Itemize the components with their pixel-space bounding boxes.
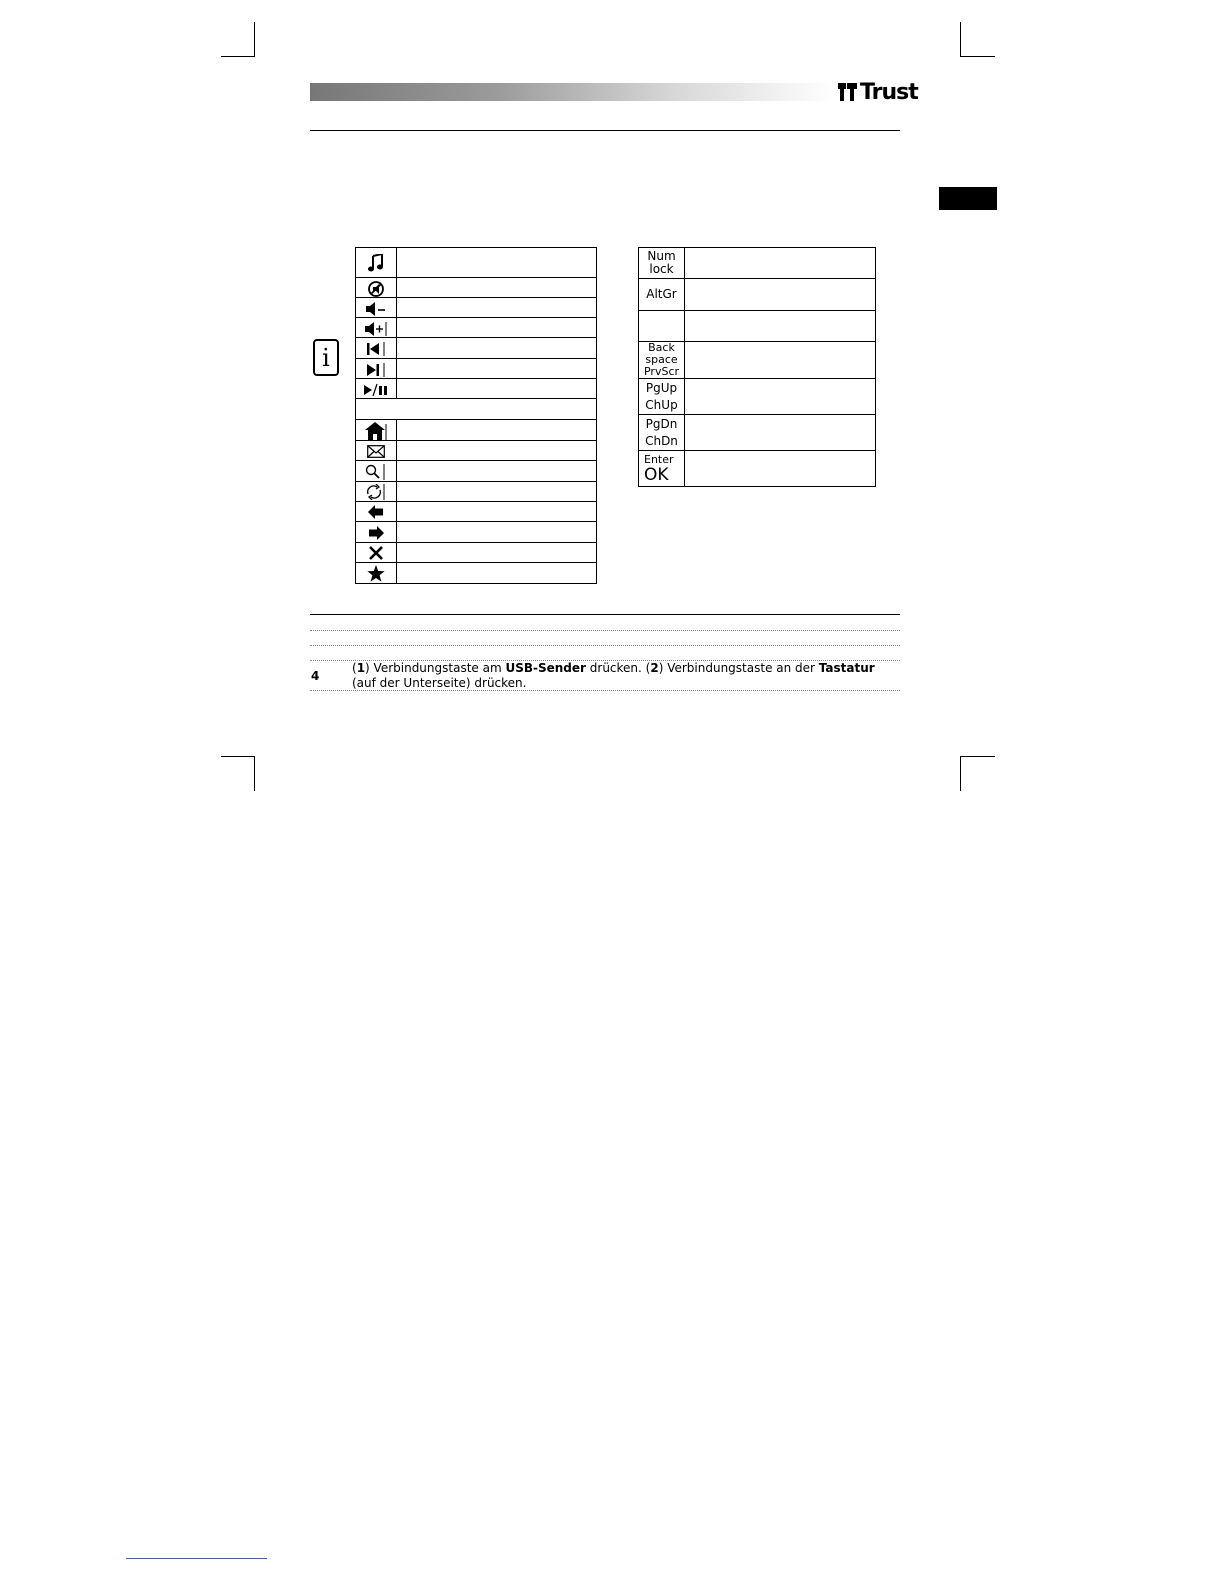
key-row: [639, 415, 876, 451]
back-arrow-icon: [368, 505, 384, 519]
key-cell: [356, 420, 397, 441]
info-icon: i: [313, 339, 339, 376]
key-row: [356, 420, 597, 441]
crop-mark-top-left-h: [221, 56, 255, 57]
next-track-icon: [366, 363, 386, 377]
key-row: [356, 501, 597, 521]
stop-icon: [369, 546, 383, 560]
key-row: [639, 248, 876, 279]
key-label-line: ChDn: [645, 433, 678, 448]
key-cell: [356, 278, 397, 298]
crop-mark-top-right-v: [960, 22, 961, 57]
multimedia-keys-table: [355, 247, 597, 584]
key-description: [397, 440, 597, 460]
key-cell: [356, 501, 397, 521]
key-pgdn: [639, 415, 685, 451]
key-row: [356, 338, 597, 359]
key-row: [639, 279, 876, 311]
key-description: [685, 311, 876, 342]
key-cell: [356, 379, 397, 399]
key-row: [356, 562, 597, 583]
key-cell: [356, 562, 397, 583]
key-description: [397, 501, 597, 521]
key-pgup: [639, 379, 685, 415]
key-row-spacer: [356, 399, 597, 420]
step-divider: [310, 630, 900, 631]
previous-track-icon: [366, 342, 386, 356]
key-description: [397, 278, 597, 298]
favorites-star-icon: [367, 565, 385, 582]
key-cell: [356, 248, 397, 278]
key-label-line: PgDn: [645, 416, 678, 431]
key-cell: [356, 440, 397, 460]
key-row: [639, 311, 876, 342]
trust-logo-icon: [838, 83, 858, 101]
key-row: [356, 460, 597, 481]
search-icon: [365, 464, 387, 480]
music-note-icon: [368, 254, 384, 272]
header-rule: [310, 130, 900, 131]
language-tab: [939, 187, 997, 210]
key-description: [685, 415, 876, 451]
key-label-line: Back: [648, 341, 675, 354]
key-label-line: lock: [649, 262, 674, 276]
key-row: [639, 451, 876, 487]
footer-link-underline[interactable]: [126, 1558, 267, 1559]
key-row: [356, 542, 597, 562]
steps-top-rule: [310, 614, 900, 615]
brand-name: Trust: [860, 79, 918, 105]
key-row: [356, 359, 597, 379]
step-divider: [310, 690, 900, 691]
key-label-line: PgUp: [645, 380, 678, 395]
key-label-line: Enter: [644, 452, 674, 466]
key-description: [397, 521, 597, 542]
key-row: [356, 298, 597, 318]
key-label: AltGr: [646, 287, 677, 301]
key-altgr: [639, 279, 685, 311]
key-row: [356, 440, 597, 460]
mute-icon: [367, 281, 385, 297]
key-cell: [356, 359, 397, 379]
key-cell: [356, 460, 397, 481]
function-keys-table: [638, 247, 876, 487]
key-description: [397, 298, 597, 318]
key-cell: [356, 542, 397, 562]
refresh-icon: [365, 484, 387, 500]
mail-icon: [367, 445, 385, 458]
crop-mark-bottom-right-h: [960, 756, 995, 757]
key-backspace: [639, 342, 685, 379]
crop-mark-bottom-left-h: [221, 756, 255, 757]
key-cell: [356, 481, 397, 501]
key-row: [639, 379, 876, 415]
key-row: [356, 318, 597, 338]
key-label-line: ChUp: [645, 397, 678, 412]
key-group-separator: [356, 399, 597, 420]
step-text: (1) Verbindungstaste am USB-Sender drücken. (2) Verbindungstaste an der Tastatur (auf der Unterseite) drücken.: [352, 661, 875, 690]
forward-arrow-icon: [368, 526, 384, 540]
play-pause-icon: [363, 383, 389, 397]
key-blank: [639, 311, 685, 342]
key-enter: [639, 451, 685, 487]
key-row: [356, 278, 597, 298]
crop-mark-bottom-left-v: [254, 756, 255, 791]
key-row: [356, 379, 597, 399]
key-row: [356, 521, 597, 542]
key-description: [397, 379, 597, 399]
key-description: [397, 318, 597, 338]
key-description: [685, 248, 876, 279]
key-row: [639, 342, 876, 379]
crop-mark-bottom-right-v: [960, 756, 961, 791]
key-description: [685, 342, 876, 379]
key-description: [397, 248, 597, 278]
home-icon: [365, 422, 387, 440]
key-cell: [356, 338, 397, 359]
volume-down-icon: [365, 302, 387, 316]
key-cell: [356, 521, 397, 542]
key-label-line: space: [645, 353, 678, 366]
key-description: [397, 338, 597, 359]
step-number: 4: [311, 669, 320, 683]
key-label-line: Num: [647, 249, 676, 263]
key-description: [685, 279, 876, 311]
key-row: [356, 481, 597, 501]
key-label-line: OK: [644, 464, 669, 485]
key-description: [397, 420, 597, 441]
key-description: [397, 481, 597, 501]
header-gradient-bar: [310, 83, 835, 101]
crop-mark-top-right-h: [960, 56, 995, 57]
key-cell: [356, 298, 397, 318]
key-num-lock: [639, 248, 685, 279]
key-label-line: PrvScr: [643, 365, 680, 378]
key-description: [397, 562, 597, 583]
key-row: [356, 248, 597, 278]
key-description: [397, 460, 597, 481]
key-cell: [356, 318, 397, 338]
key-description: [685, 451, 876, 487]
key-description: [397, 542, 597, 562]
brand-logo: [838, 79, 918, 105]
step-divider: [310, 645, 900, 646]
key-description: [685, 379, 876, 415]
crop-mark-top-left-v: [254, 22, 255, 57]
key-description: [397, 359, 597, 379]
volume-up-icon: [364, 322, 388, 336]
